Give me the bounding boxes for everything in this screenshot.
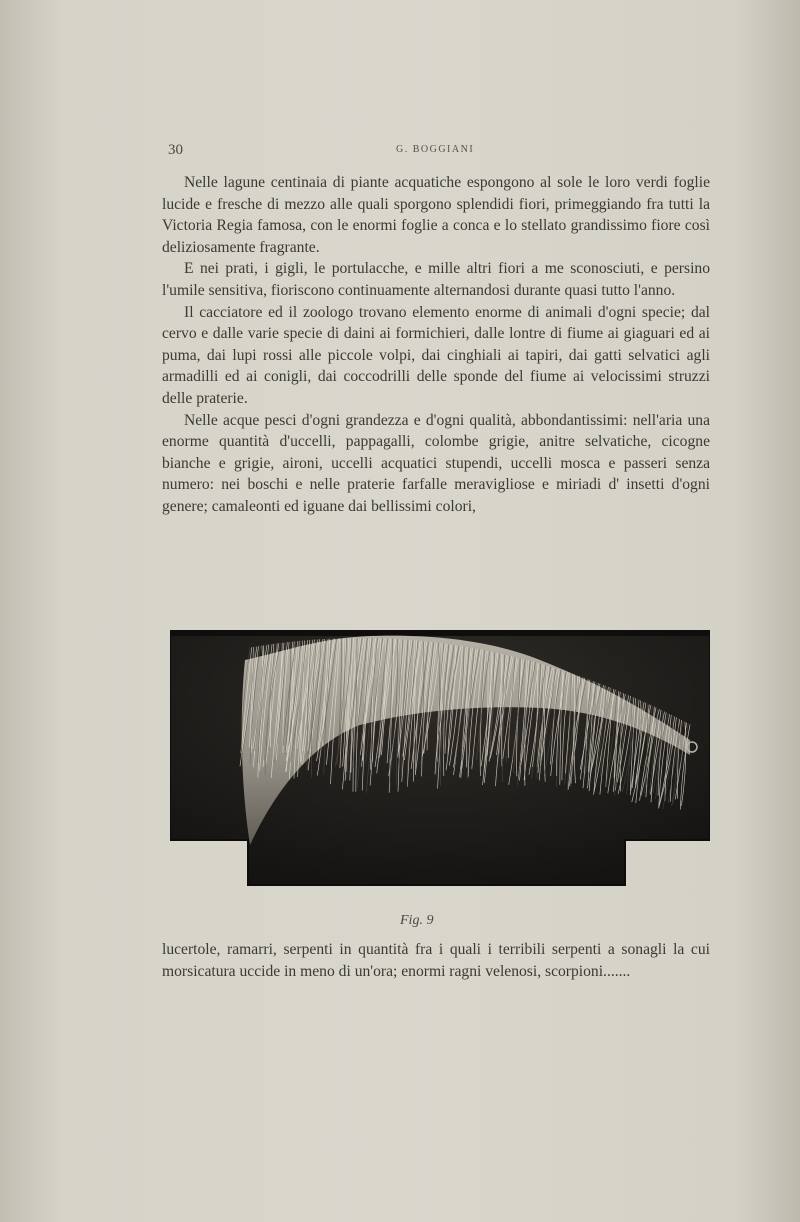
paragraph: Il cacciatore ed il zoologo trovano elemento enorme di animali d'ogni specie; dal cervo e dalle varie specie di daini ai formichieri, dalle lontre di fiume ai giaguari ed ai puma, dai lupi rossi alle piccole volpi, dai cinghiali ai tapiri, dai gatti selvatici agli armadilli ed ai conigli, dai coccodrilli delle sponde del fiume ai velocissimi struzzi delle praterie. <box>162 303 710 407</box>
continuation-text <box>162 939 710 982</box>
paragraph: E nei prati, i gigli, le portulacche, e mille altri fiori a me sconosciuti, e persino l'umile sensitiva, fioriscono continuamente alternandosi durante quasi tutto l'anno. <box>162 260 710 299</box>
paragraph: Nelle acque pesci d'ogni grandezza e d'ogni qualità, abbondantissimi: nell'aria una enorme quantità d'uccelli, pappagalli, colombe grigie, anitre selvatiche, cicogne bianche e grigie, aironi, uccelli acquatici stupendi, uccelli mosca e passeri senza numero: nei boschi e nelle praterie farfalle meravigliose e miriadi d' insetti d'ogni genere; camaleonti ed iguane dai bellissimi colori, <box>162 411 710 515</box>
page-number: 30 <box>168 142 183 158</box>
paragraph: lucertole, ramarri, serpenti in quantità fra i quali i terribili serpenti a sonagli la cui morsicatura uccide in meno di un'ora; enormi ragni velenosi, scorpioni....... <box>162 941 710 980</box>
running-head: G. BOGGIANI <box>396 144 475 155</box>
page-header <box>0 142 800 162</box>
main-text <box>162 172 710 518</box>
grass-fringe-illustration <box>170 630 710 890</box>
figure-illustration <box>170 630 710 890</box>
figure-caption: Fig. 9 <box>400 913 434 928</box>
paragraph: Nelle lagune centinaia di piante acquatiche espongono al sole le loro verdi foglie lucide e fresche di mezzo alle quali sporgono splendidi fiori, primeggiando fra tutti la Victoria Regia famosa, con le enormi foglie a conca e lo stellato grandissimo fiore così deliziosamente fragrante. <box>162 174 710 256</box>
